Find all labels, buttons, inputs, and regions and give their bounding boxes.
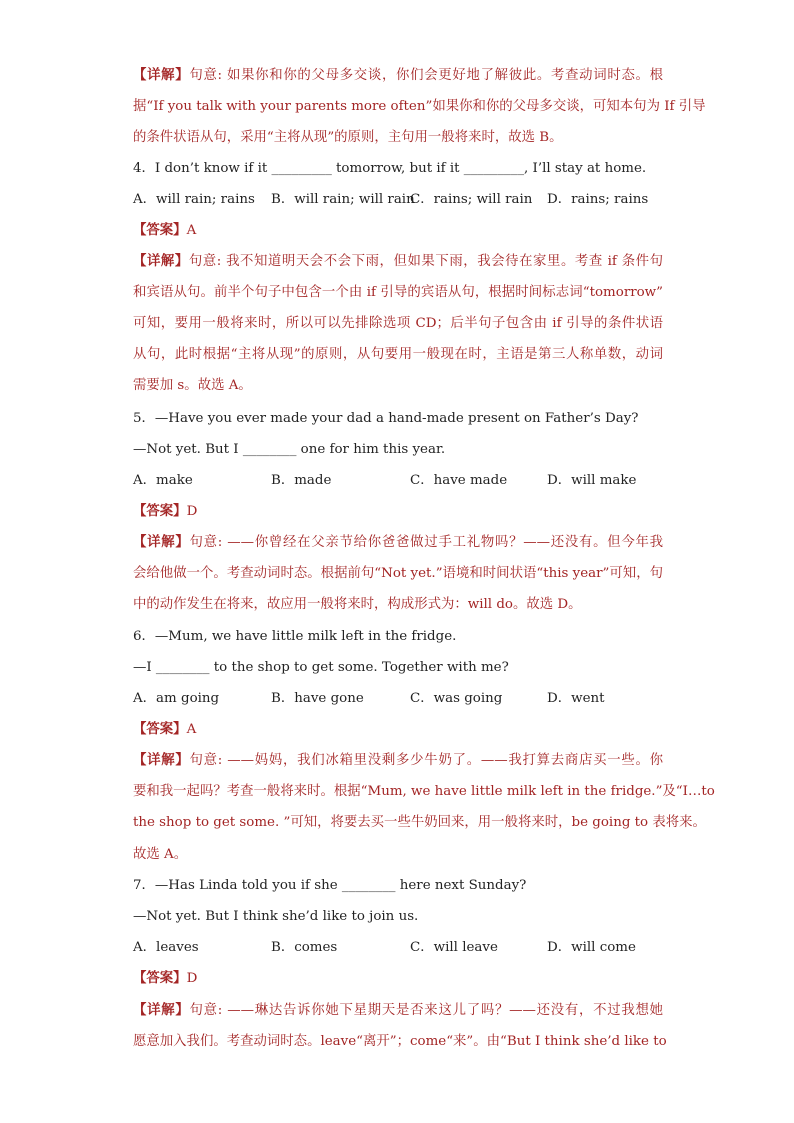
answer-option: A．leaves [133, 940, 199, 955]
section-label: 【详解】 [133, 1003, 190, 1018]
answer-option: D．will make [547, 473, 637, 488]
answer-option: D．rains; rains [547, 192, 649, 207]
text-line [133, 1001, 663, 1021]
text-line [133, 751, 663, 771]
explanation-text: A [186, 223, 197, 238]
answer-option: B．have gone [271, 691, 364, 706]
answer-option: C．rains; will rain [410, 192, 533, 207]
text-line [133, 376, 663, 396]
text-line [133, 221, 663, 241]
explanation-text: 从句，此时根据“主将从现”的原则，从句要用一般现在时，主语是第三人称单数，动词 [133, 347, 663, 362]
explanation-text: 中的动作发生在将来，故应用一般将来时，构成形式为：will do。故选 D。 [133, 597, 582, 612]
text-line [133, 159, 663, 179]
answer-option: A．am going [133, 691, 220, 706]
answer-option: C．will leave [410, 940, 498, 955]
answer-option: C．have made [410, 473, 508, 488]
explanation-text: 句意: ——妈妈，我们冰箱里没剩多少牛奶了。——我打算去商店买一些。你 [189, 753, 663, 768]
explanation-text: 句意: 我不知道明天会不会下雨，但如果下雨，我会待在家里。考查 if 条件句 [188, 254, 663, 269]
text-line [133, 907, 663, 927]
text-line [133, 845, 663, 865]
question-text: 6．—Mum, we have little milk left in the fridge. [133, 629, 457, 644]
explanation-text: 据“If you talk with your parents more often”如果你和你的父母多交谈，可知本句为 If 引导 [133, 99, 706, 114]
text-line [133, 627, 663, 647]
answer-option: A．will rain; rains [133, 192, 255, 207]
explanation-text: 句意: ——你曾经在父亲节给你爸爸做过手工礼物吗？——还没有。但今年我 [189, 535, 663, 550]
text-line [133, 97, 706, 117]
section-label: 【详解】 [133, 254, 189, 269]
answer-option: B．will rain; will rain [271, 192, 415, 207]
explanation-text: 句意: 如果你和你的父母多交谈，你们会更好地了解彼此。考查动词时态。根 [189, 68, 664, 83]
answer-option: D．went [547, 691, 605, 706]
text-line [133, 533, 663, 553]
text-line [133, 128, 663, 148]
section-label: 【答案】 [133, 971, 187, 986]
question-text: 5．—Have you ever made your dad a hand-made present on Father’s Day? [133, 411, 639, 426]
question-text: 4．I don’t know if it _________ tomorrow, but if it _________, I’ll stay at home. [133, 161, 647, 176]
section-label: 【答案】 [133, 223, 187, 238]
section-label: 【详解】 [133, 753, 190, 768]
answer-option: A．make [133, 473, 193, 488]
explanation-text: A [186, 722, 197, 737]
explanation-text: 要和我一起吗？考查一般将来时。根据“Mum, we have little milk left in the fridge.”及“I…to [133, 784, 715, 799]
section-label: 【详解】 [133, 535, 190, 550]
answer-option: D．will come [547, 940, 636, 955]
section-label: 【详解】 [133, 68, 190, 83]
text-line [133, 66, 663, 86]
explanation-text: 需要加 s。故选 A。 [133, 378, 252, 393]
text-line [133, 876, 663, 896]
text-line [133, 720, 663, 740]
text-line [133, 564, 663, 584]
explanation-text: 句意: ——琳达告诉你她下星期天是否来这儿了吗？——还没有，不过我想她 [189, 1003, 663, 1018]
answer-option: B．made [271, 473, 332, 488]
section-label: 【答案】 [133, 722, 187, 737]
answer-option: B．comes [271, 940, 338, 955]
text-line [133, 595, 663, 615]
text-line [133, 345, 663, 365]
answer-option: C．was going [410, 691, 503, 706]
text-line [133, 813, 706, 833]
text-line [133, 283, 663, 303]
explanation-text: 故选 A。 [133, 847, 188, 862]
text-line [133, 440, 663, 460]
text-line [133, 782, 715, 802]
explanation-text: 愿意加入我们。考查动词时态。leave“离开”；come“来”。由“But I think she’d like to [133, 1034, 667, 1049]
explanation-text: D [186, 504, 198, 519]
explanation-text: 会给他做一个。考查动词时态。根据前句“Not yet.”语境和时间状语“this year”可知，句 [133, 566, 663, 581]
explanation-text: D [186, 971, 198, 986]
question-text: —Not yet. But I think she’d like to join us. [133, 909, 419, 924]
text-line [133, 969, 663, 989]
section-label: 【答案】 [133, 504, 187, 519]
text-line [133, 314, 663, 334]
text-line [133, 409, 663, 429]
question-text: —Not yet. But I ________ one for him this year. [133, 442, 446, 457]
text-line [133, 658, 663, 678]
text-line [133, 1032, 667, 1052]
explanation-text: the shop to get some. ”可知，将要去买一些牛奶回来，用一般将来时，be going to 表将来。 [133, 815, 706, 830]
text-line [133, 252, 663, 272]
question-text: 7．—Has Linda told you if she ________ here next Sunday? [133, 878, 527, 893]
text-line [133, 502, 663, 522]
question-text: —I ________ to the shop to get some. Together with me? [133, 660, 509, 675]
explanation-text: 可知，要用一般将来时，所以可以先排除选项 CD；后半句子包含由 if 引导的条件状语 [133, 316, 663, 331]
explanation-text: 的条件状语从句，采用“主将从现”的原则，主句用一般将来时，故选 B。 [133, 130, 563, 145]
explanation-text: 和宾语从句。前半个句子中包含一个由 if 引导的宾语从句，根据时间标志词“tomorrow” [133, 285, 663, 300]
